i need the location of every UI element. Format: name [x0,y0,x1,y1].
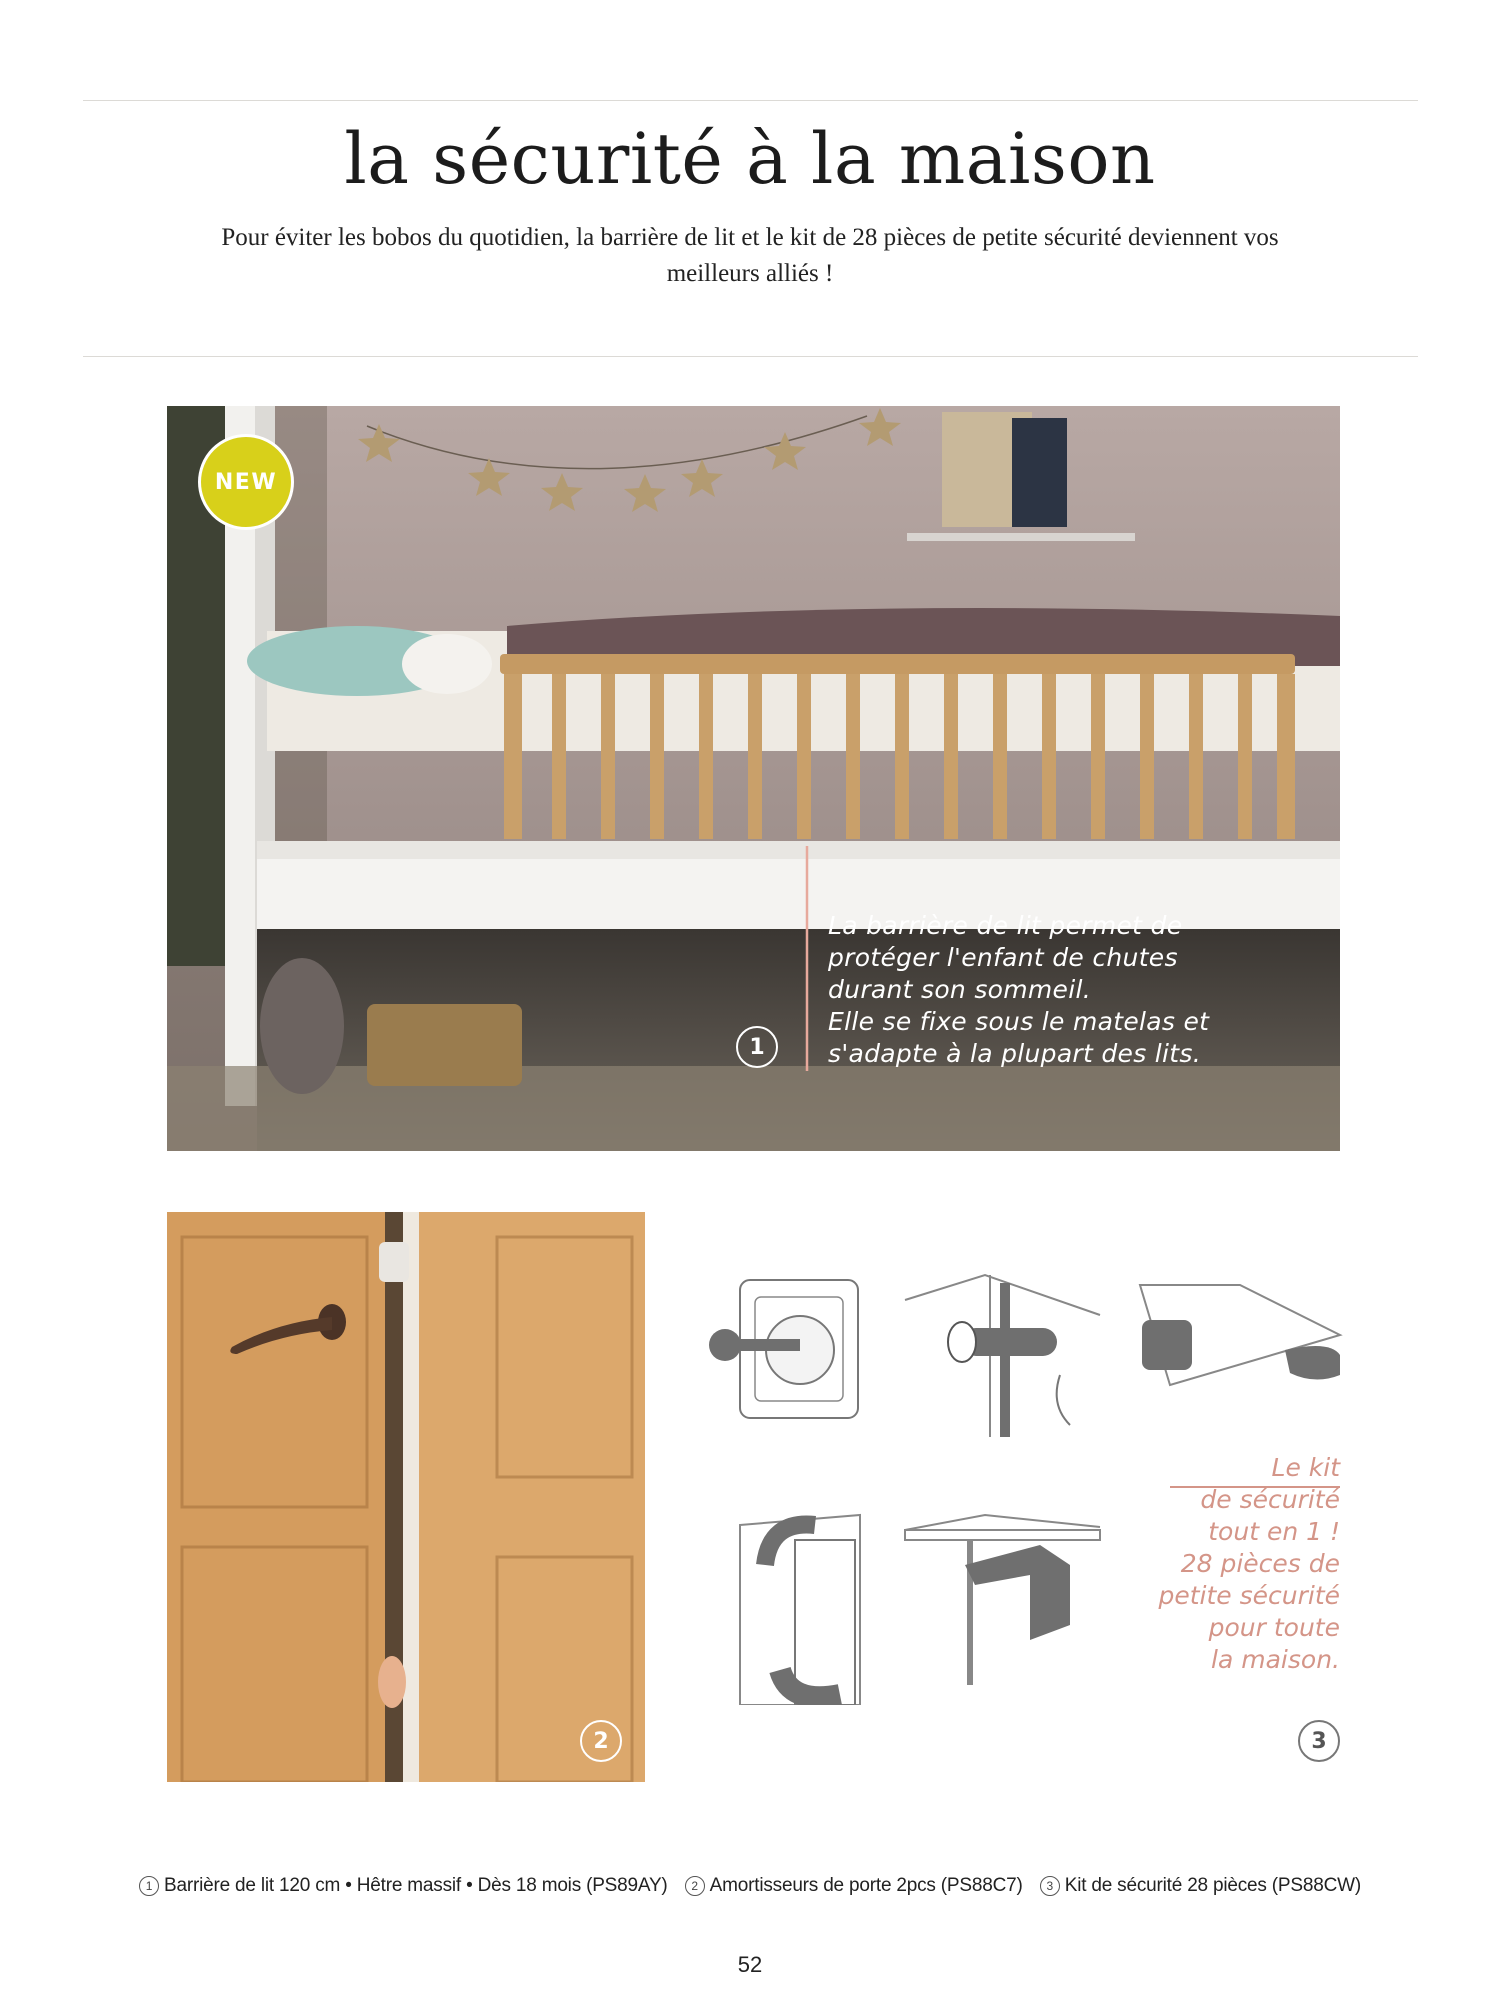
kit-note-line: petite sécurité [1158,1581,1340,1610]
door-stop-icon [740,1515,860,1705]
kit-note-line: de sécurité [1200,1485,1340,1514]
bed-rail-note-line: s'adapte à la plupart des lits. [828,1039,1201,1068]
reference-number: 3 [1040,1876,1060,1896]
kit-note-line: tout en 1 ! [1208,1517,1340,1546]
bed-rail-note-line: protéger l'enfant de chutes [828,943,1178,972]
product-number-1: 1 [736,1026,778,1068]
kit-note [1140,1452,1340,1676]
kit-note-line: 28 pièces de [1180,1549,1340,1578]
reference-item [1040,1875,1361,1897]
bed-rail-note [828,910,1268,1070]
bed-rail-note-line: Elle se fixe sous le matelas et [828,1007,1210,1036]
reference-text: Kit de sécurité 28 pièces (PS88CW) [1064,1875,1361,1896]
new-badge: NEW [198,434,294,530]
page-subtitle: Pour éviter les bobos du quotidien, la barrière de lit et le kit de 28 pièces de petite sécurité deviennent vos meilleurs alliés ! [221,224,1279,287]
top-rule [83,100,1418,101]
header-bottom-rule [83,356,1418,357]
drawer-latch-icon [905,1515,1100,1685]
cabinet-lock-icon [905,1275,1100,1437]
kit-note-line: Le kit [1271,1453,1340,1482]
door-illustration [167,1212,645,1782]
page-number: 52 [737,1952,763,1977]
page-title: la sécurité à la maison [344,118,1156,200]
product-references [0,1874,1500,1897]
kit-note-line: pour toute [1208,1613,1340,1642]
product-number-3: 3 [1298,1720,1340,1762]
kit-note-line: la maison. [1211,1645,1340,1674]
outlet-cover-icon [709,1280,858,1418]
bed-rail-note-line: La barrière de lit permet de [828,911,1183,940]
reference-number: 2 [685,1876,705,1896]
door-stopper-photo [167,1212,645,1782]
reference-item [685,1875,1023,1897]
bed-rail-note-line: durant son sommeil. [828,975,1091,1004]
product-number-2: 2 [580,1720,622,1762]
reference-text: Barrière de lit 120 cm • Hêtre massif • Dès 18 mois (PS89AY) [163,1875,668,1896]
corner-guard-icon [1140,1285,1340,1385]
reference-number: 1 [139,1876,159,1896]
reference-item [139,1875,668,1897]
reference-text: Amortisseurs de porte 2pcs (PS88C7) [709,1875,1023,1896]
